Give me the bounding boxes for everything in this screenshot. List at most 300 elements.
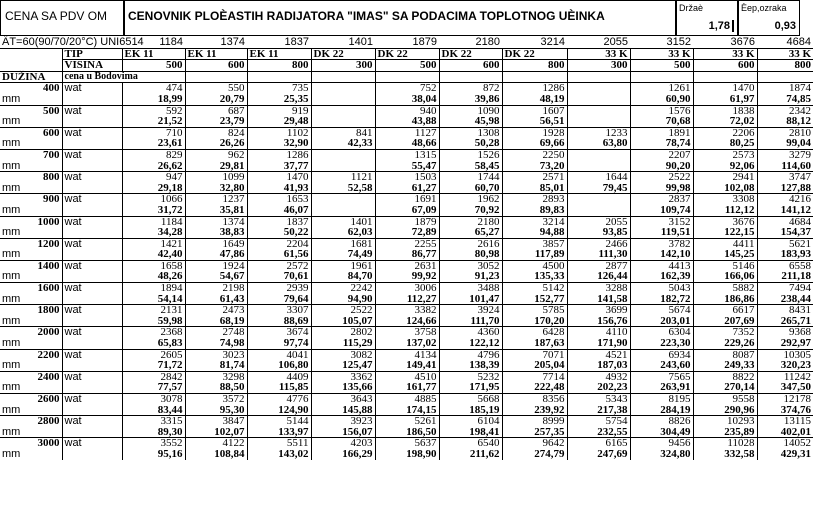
wattage-value: 1838 <box>693 105 757 116</box>
price-value: 320,23 <box>757 360 813 371</box>
price-value: 402,01 <box>757 427 813 438</box>
wattage-value: 2939 <box>247 283 311 294</box>
wattage-value: 6104 <box>439 416 502 427</box>
radiator-height: 800 <box>757 60 813 72</box>
reference-value: 4684 <box>786 36 811 48</box>
length-value: 700 <box>0 149 62 160</box>
vat-label-text: CENA SA PDV OM <box>5 9 108 23</box>
price-value: 23,79 <box>185 116 247 127</box>
wattage-value: 5043 <box>630 283 693 294</box>
price-value: 182,72 <box>630 294 693 305</box>
wattage-value: 1286 <box>502 83 567 94</box>
wattage-value: 1308 <box>439 127 502 138</box>
wattage-value: 2748 <box>185 327 247 338</box>
price-row <box>0 271 813 282</box>
price-value: 70,92 <box>439 205 502 216</box>
wattage-value <box>567 194 630 205</box>
holder-label: Držaè <box>679 3 704 13</box>
price-value: 137,02 <box>375 338 439 349</box>
price-value: 93,85 <box>567 227 630 238</box>
price-value: 183,93 <box>757 249 813 260</box>
wattage-value: 2810 <box>757 127 813 138</box>
mm-unit: mm <box>2 337 21 350</box>
wattage-value: 6617 <box>693 305 757 316</box>
price-value: 79,64 <box>247 294 311 305</box>
wattage-value: 735 <box>247 83 311 94</box>
empty-cell <box>62 116 122 127</box>
empty-cell <box>62 138 122 149</box>
empty-cell <box>62 382 122 393</box>
wattage-value: 1962 <box>439 194 502 205</box>
empty-cell <box>62 271 122 282</box>
price-value: 162,39 <box>630 271 693 282</box>
length-value: 600 <box>0 127 62 138</box>
price-value: 211,18 <box>757 271 813 282</box>
price-row <box>0 338 813 349</box>
price-value: 59,98 <box>122 316 185 327</box>
wattage-value: 1315 <box>375 149 439 160</box>
radiator-height: 800 <box>247 60 311 72</box>
wattage-value: 4885 <box>375 394 439 405</box>
price-value: 79,45 <box>567 183 630 194</box>
wattage-value: 3307 <box>247 305 311 316</box>
empty-cell <box>62 360 122 371</box>
wattage-value: 2055 <box>567 216 630 227</box>
price-value: 65,27 <box>439 227 502 238</box>
wattage-value: 1526 <box>439 149 502 160</box>
length-value: 2400 <box>0 371 62 382</box>
price-row <box>0 427 813 438</box>
document-title-text: CENOVNIK PLOÈASTIH RADIJATORA "IMAS" SA PODACIMA TOPLOTNOG UÈINKA <box>128 9 605 23</box>
price-value: 56,51 <box>502 116 567 127</box>
wattage-value: 829 <box>122 149 185 160</box>
wattage-value: 4134 <box>375 349 439 360</box>
wattage-value: 1924 <box>185 260 247 271</box>
wattage-value: 4776 <box>247 394 311 405</box>
price-value: 166,29 <box>311 449 375 460</box>
price-value: 119,51 <box>630 227 693 238</box>
wattage-unit: wat <box>62 238 122 249</box>
price-value: 347,50 <box>757 382 813 393</box>
wattage-row <box>0 238 813 249</box>
price-value: 61,56 <box>247 249 311 260</box>
radiator-type: DK 22 <box>311 48 375 60</box>
mm-unit: mm <box>2 115 21 128</box>
wattage-value: 1127 <box>375 127 439 138</box>
wattage-value: 11028 <box>693 438 757 449</box>
mm-unit: mm <box>2 226 21 239</box>
wattage-value: 3078 <box>122 394 185 405</box>
price-row <box>0 360 813 371</box>
reference-row <box>0 37 813 48</box>
price-value: 34,28 <box>122 227 185 238</box>
wattage-value: 1233 <box>567 127 630 138</box>
wattage-value: 1928 <box>502 127 567 138</box>
wattage-value: 3758 <box>375 327 439 338</box>
radiator-type: DK 22 <box>375 48 439 60</box>
wattage-value: 2473 <box>185 305 247 316</box>
wattage-value: 3676 <box>693 216 757 227</box>
wattage-value <box>567 83 630 94</box>
wattage-value: 1879 <box>375 216 439 227</box>
norm-label: ÄT=60(90/70/20°C) UNI6514 <box>2 36 144 48</box>
price-value: 122,12 <box>439 338 502 349</box>
type-row <box>0 48 813 60</box>
radiator-type: EK 11 <box>185 48 247 60</box>
price-value: 92,06 <box>693 161 757 172</box>
price-value: 88,69 <box>247 316 311 327</box>
price-row <box>0 227 813 238</box>
price-value: 54,67 <box>185 271 247 282</box>
mm-unit: mm <box>2 447 21 460</box>
price-value: 290,96 <box>693 405 757 416</box>
price-value: 222,48 <box>502 382 567 393</box>
radiator-height: 500 <box>630 60 693 72</box>
price-value: 154,37 <box>757 227 813 238</box>
wattage-value: 4110 <box>567 327 630 338</box>
price-value: 198,41 <box>439 427 502 438</box>
wattage-value: 1607 <box>502 105 567 116</box>
wattage-value: 5621 <box>757 238 813 249</box>
price-value: 89,83 <box>502 205 567 216</box>
price-value: 211,62 <box>439 449 502 460</box>
price-value: 89,30 <box>122 427 185 438</box>
height-label: VISINA <box>62 60 122 72</box>
wattage-row <box>0 127 813 138</box>
reference-value: 2055 <box>603 36 628 48</box>
empty-cell <box>502 71 567 83</box>
price-value: 63,80 <box>567 138 630 149</box>
price-value: 235,89 <box>693 427 757 438</box>
radiator-height: 800 <box>502 60 567 72</box>
radiator-type: DK 22 <box>439 48 502 60</box>
wattage-value: 4413 <box>630 260 693 271</box>
wattage-value: 2522 <box>311 305 375 316</box>
length-value: 1400 <box>0 260 62 271</box>
wattage-value: 5343 <box>567 394 630 405</box>
price-value: 90,20 <box>630 161 693 172</box>
price-row <box>0 294 813 305</box>
price-row <box>0 205 813 216</box>
price-value: 99,04 <box>757 138 813 149</box>
price-value: 94,90 <box>311 294 375 305</box>
price-value: 48,66 <box>375 138 439 149</box>
price-value: 47,86 <box>185 249 247 260</box>
wattage-value: 3082 <box>311 349 375 360</box>
price-value: 156,76 <box>567 316 630 327</box>
wattage-value: 1374 <box>185 216 247 227</box>
price-value: 48,26 <box>122 271 185 282</box>
wattage-value: 2941 <box>693 172 757 183</box>
holder-price-box <box>676 0 738 36</box>
wattage-value: 6934 <box>630 349 693 360</box>
price-value: 187,03 <box>567 360 630 371</box>
wattage-value: 5674 <box>630 305 693 316</box>
price-value: 127,88 <box>757 183 813 194</box>
wattage-value: 4411 <box>693 238 757 249</box>
price-value: 111,70 <box>439 316 502 327</box>
price-value: 111,30 <box>567 249 630 260</box>
wattage-value: 14052 <box>757 438 813 449</box>
radiator-price-table <box>0 37 813 460</box>
wattage-value: 9456 <box>630 438 693 449</box>
price-value: 39,86 <box>439 94 502 105</box>
wattage-unit: wat <box>62 327 122 338</box>
wattage-value: 3924 <box>439 305 502 316</box>
wattage-value: 3572 <box>185 394 247 405</box>
empty-cell <box>62 449 122 460</box>
price-value: 114,60 <box>757 161 813 172</box>
wattage-value: 4360 <box>439 327 502 338</box>
wattage-value: 10293 <box>693 416 757 427</box>
wattage-value: 5232 <box>439 371 502 382</box>
radiator-type: DK 22 <box>502 48 567 60</box>
mm-unit: mm <box>2 425 21 438</box>
wattage-value: 5144 <box>247 416 311 427</box>
price-row <box>0 94 813 105</box>
wattage-value <box>311 83 375 94</box>
length-label: DUŽINA <box>0 71 62 83</box>
price-value: 74,49 <box>311 249 375 260</box>
price-value: 126,44 <box>567 271 630 282</box>
wattage-value <box>567 149 630 160</box>
length-row <box>0 71 813 83</box>
wattage-value: 3923 <box>311 416 375 427</box>
price-row <box>0 382 813 393</box>
radiator-type: EK 11 <box>247 48 311 60</box>
wattage-value: 4500 <box>502 260 567 271</box>
price-value: 67,09 <box>375 205 439 216</box>
price-value: 62,03 <box>311 227 375 238</box>
price-value: 108,84 <box>185 449 247 460</box>
wattage-value: 7565 <box>630 371 693 382</box>
price-value: 207,69 <box>693 316 757 327</box>
price-value: 142,10 <box>630 249 693 260</box>
price-value: 124,66 <box>375 316 439 327</box>
type-label: TIP <box>62 48 122 60</box>
wattage-value: 3006 <box>375 283 439 294</box>
mm-unit: mm <box>2 159 21 172</box>
price-value: 217,38 <box>567 405 630 416</box>
wattage-row <box>0 394 813 405</box>
price-value: 80,98 <box>439 249 502 260</box>
wattage-unit: wat <box>62 127 122 138</box>
empty-cell <box>0 60 62 72</box>
price-row <box>0 449 813 460</box>
price-value: 26,26 <box>185 138 247 149</box>
price-value: 58,45 <box>439 161 502 172</box>
price-value: 74,85 <box>757 94 813 105</box>
wattage-value: 11242 <box>757 371 813 382</box>
price-value: 122,15 <box>693 227 757 238</box>
price-value: 70,68 <box>630 116 693 127</box>
price-row <box>0 316 813 327</box>
price-value: 205,04 <box>502 360 567 371</box>
price-value: 161,77 <box>375 382 439 393</box>
price-value: 42,33 <box>311 138 375 149</box>
price-value: 166,06 <box>693 271 757 282</box>
wattage-row <box>0 105 813 116</box>
price-value: 61,97 <box>693 94 757 105</box>
empty-cell <box>62 183 122 194</box>
wattage-value: 1649 <box>185 238 247 249</box>
radiator-type: 33 K <box>567 48 630 60</box>
price-value: 69,66 <box>502 138 567 149</box>
price-value: 31,72 <box>122 205 185 216</box>
wattage-value: 3382 <box>375 305 439 316</box>
price-value: 105,07 <box>311 316 375 327</box>
wattage-unit: wat <box>62 349 122 360</box>
wattage-value: 1286 <box>247 149 311 160</box>
price-value: 149,41 <box>375 360 439 371</box>
wattage-value: 752 <box>375 83 439 94</box>
price-value: 109,74 <box>630 205 693 216</box>
price-value: 243,60 <box>630 360 693 371</box>
wattage-value: 3847 <box>185 416 247 427</box>
wattage-value: 8195 <box>630 394 693 405</box>
length-value: 3000 <box>0 438 62 449</box>
wattage-value: 3747 <box>757 172 813 183</box>
reference-value: 3152 <box>666 36 691 48</box>
price-value: 42,40 <box>122 249 185 260</box>
price-value: 202,23 <box>567 382 630 393</box>
price-value: 112,12 <box>693 205 757 216</box>
wattage-row <box>0 172 813 183</box>
price-value: 38,04 <box>375 94 439 105</box>
price-value: 247,69 <box>567 449 630 460</box>
radiator-height: 300 <box>311 60 375 72</box>
wattage-unit: wat <box>62 216 122 227</box>
reference-value: 2180 <box>475 36 500 48</box>
length-value: 900 <box>0 194 62 205</box>
price-value: 29,48 <box>247 116 311 127</box>
price-value <box>567 161 630 172</box>
price-value: 88,12 <box>757 116 813 127</box>
price-value: 61,27 <box>375 183 439 194</box>
length-value: 800 <box>0 172 62 183</box>
wattage-row <box>0 260 813 271</box>
wattage-value: 4510 <box>375 371 439 382</box>
price-value: 99,98 <box>630 183 693 194</box>
reference-value: 3214 <box>540 36 565 48</box>
radiator-height: 500 <box>122 60 185 72</box>
price-value: 265,71 <box>757 316 813 327</box>
radiator-height: 300 <box>567 60 630 72</box>
wattage-value: 1644 <box>567 172 630 183</box>
price-value: 38,83 <box>185 227 247 238</box>
price-value: 25,35 <box>247 94 311 105</box>
wattage-value: 1066 <box>122 194 185 205</box>
wattage-value: 7494 <box>757 283 813 294</box>
empty-cell <box>185 71 247 83</box>
price-value: 238,44 <box>757 294 813 305</box>
reference-value: 1374 <box>220 36 245 48</box>
price-value: 145,88 <box>311 405 375 416</box>
price-value: 41,93 <box>247 183 311 194</box>
empty-cell <box>62 338 122 349</box>
wattage-value: 2368 <box>122 327 185 338</box>
wattage-value: 2204 <box>247 238 311 249</box>
wattage-value: 5146 <box>693 260 757 271</box>
price-value: 60,70 <box>439 183 502 194</box>
empty-cell <box>62 94 122 105</box>
price-value: 50,22 <box>247 227 311 238</box>
wattage-value: 13115 <box>757 416 813 427</box>
wattage-value: 2573 <box>693 149 757 160</box>
wattage-unit: wat <box>62 260 122 271</box>
price-value: 284,19 <box>630 405 693 416</box>
price-value: 20,79 <box>185 94 247 105</box>
price-value: 270,14 <box>693 382 757 393</box>
wattage-value: 1099 <box>185 172 247 183</box>
wattage-value: 2631 <box>375 260 439 271</box>
reference-value: 1837 <box>284 36 309 48</box>
wattage-value: 2605 <box>122 349 185 360</box>
mm-unit: mm <box>2 92 21 105</box>
wattage-value: 2877 <box>567 260 630 271</box>
wattage-value <box>567 105 630 116</box>
wattage-value: 2242 <box>311 283 375 294</box>
price-value: 186,86 <box>693 294 757 305</box>
price-value: 29,18 <box>122 183 185 194</box>
wattage-value: 2255 <box>375 238 439 249</box>
price-value: 46,07 <box>247 205 311 216</box>
empty-cell <box>62 316 122 327</box>
wattage-value: 6304 <box>630 327 693 338</box>
price-value: 43,88 <box>375 116 439 127</box>
mm-unit: mm <box>2 203 21 216</box>
empty-cell <box>62 427 122 438</box>
price-value: 170,20 <box>502 316 567 327</box>
price-value: 304,49 <box>630 427 693 438</box>
price-value <box>567 94 630 105</box>
price-value: 186,50 <box>375 427 439 438</box>
wattage-value: 4041 <box>247 349 311 360</box>
price-value: 324,80 <box>630 449 693 460</box>
price-value: 95,16 <box>122 449 185 460</box>
wattage-value: 2616 <box>439 238 502 249</box>
price-row <box>0 405 813 416</box>
wattage-value: 1653 <box>247 194 311 205</box>
wattage-value: 1503 <box>375 172 439 183</box>
reference-value: 3676 <box>730 36 755 48</box>
empty-cell <box>247 71 311 83</box>
wattage-value: 841 <box>311 127 375 138</box>
height-row <box>0 60 813 72</box>
price-value: 55,47 <box>375 161 439 172</box>
price-value: 263,91 <box>630 382 693 393</box>
price-value: 274,79 <box>502 449 567 460</box>
price-value: 135,33 <box>502 271 567 282</box>
wattage-value: 12178 <box>757 394 813 405</box>
price-value: 185,19 <box>439 405 502 416</box>
price-value: 115,29 <box>311 338 375 349</box>
wattage-value: 6558 <box>757 260 813 271</box>
price-note: cena u Bodovima <box>62 71 185 83</box>
empty-cell <box>62 405 122 416</box>
wattage-value: 1891 <box>630 127 693 138</box>
price-value: 125,47 <box>311 360 375 371</box>
reference-value: 1184 <box>159 36 183 48</box>
price-value: 138,39 <box>439 360 502 371</box>
price-value: 156,07 <box>311 427 375 438</box>
wattage-value: 1470 <box>693 83 757 94</box>
price-value: 249,33 <box>693 360 757 371</box>
price-value: 88,50 <box>185 382 247 393</box>
price-value: 187,63 <box>502 338 567 349</box>
wattage-value: 962 <box>185 149 247 160</box>
price-value: 83,44 <box>122 405 185 416</box>
